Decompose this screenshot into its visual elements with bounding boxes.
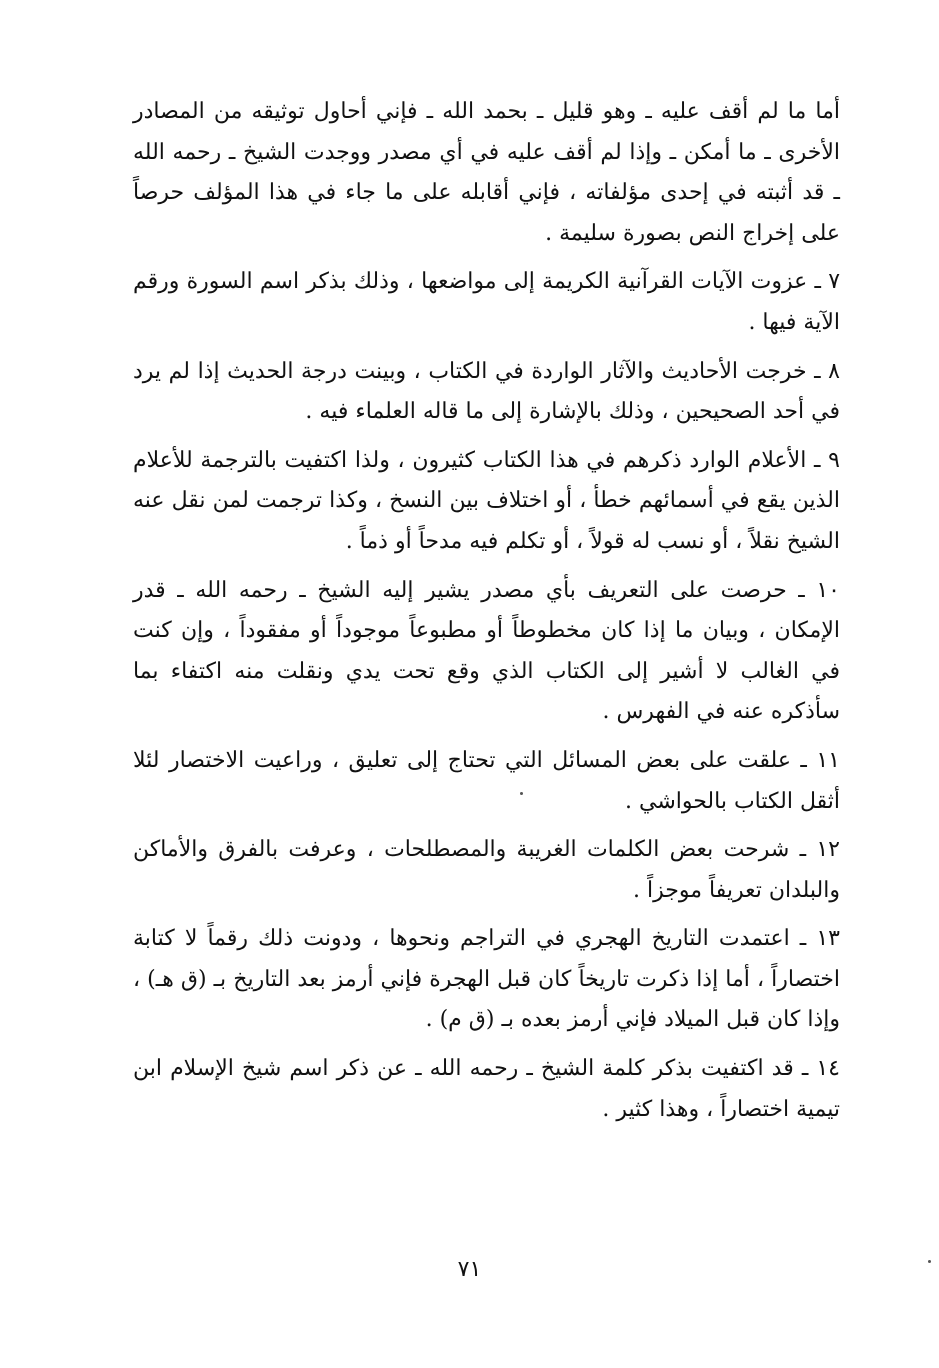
scan-speck xyxy=(520,792,523,795)
paragraph-item-7: ٧ ـ عزوت الآيات القرآنية الكريمة إلى مواضعها ، وذلك بذكر اسم السورة ورقم الآية فيها . xyxy=(133,269,841,335)
scan-speck xyxy=(928,1260,931,1263)
paragraph-item-10: ١٠ ـ حرصت على التعريف بأي مصدر يشير إليه الشيخ ـ رحمه الله ـ قدر الإمكان ، وبيان ما إذا كان مخطوطاً أو مطبوعاً موجوداً أو مفقوداً ، وإن كنت في الغالب لا أشير إلى الكتاب الذي وقع تحت يدي ونقلت منه اكتفاء بما سأذكره عنه في الفهرس . xyxy=(133,577,840,725)
paragraph-item-13: ١٣ ـ اعتمدت التاريخ الهجري في التراجم ونحوها ، ودونت ذلك رقماً لا كتابة اختصاراً ، أما إذا ذكرت تاريخاً كان قبل الهجرة فإني أرمز بعد التاريخ بـ (ق هـ) ، وإذا كان قبل الميلاد فإني أرمز بعده بـ (ق م) . xyxy=(133,926,840,1033)
page-number: ٧١ xyxy=(457,1257,482,1282)
paragraph-item-12: ١٢ ـ شرحت بعض الكلمات الغريبة والمصطلحات ، وعرفت بالفرق والأماكن والبلدان تعريفاً موجزاً . xyxy=(133,837,840,903)
body-text xyxy=(133,92,840,1138)
paragraph-item-11: ١١ ـ علقت على بعض المسائل التي تحتاج إلى تعليق ، وراعيت الاختصار لئلا أثقل الكتاب بالحواشي . xyxy=(133,747,840,814)
paragraph-item-9: ٩ ـ الأعلام الوارد ذكرهم في هذا الكتاب كثيرون ، ولذا اكتفيت بالترجمة للأعلام الذين يقع في أسمائهم خطأ ، أو اختلاف بين النسخ ، وكذا ترجمت لمن نقل عنه الشيخ نقلاً ، أو نسب له قولاً ، أو تكلم فيه مدحاً أو ذماً . xyxy=(133,447,840,554)
paragraph-continuation: أما ما لم أقف عليه ـ وهو قليل ـ بحمد الله ـ فإني أحاول توثيقه من المصادر الأخرى ـ ما أمكن ـ وإذا لم أقف عليه في أي مصدر ووجدت الشيخ ـ رحمه الله ـ قد أثبته في إحدى مؤلفاته ، فإني أقابله على ما جاء في هذا المؤلف حرصاً على إخراج النص بصورة سليمة . xyxy=(133,99,840,246)
paragraph-item-8: ٨ ـ خرجت الأحاديث والآثار الواردة في الكتاب ، وبينت درجة الحديث إذا لم يرد في أحد الصحيحين ، وذلك بالإشارة إلى ما قاله العلماء فيه . xyxy=(133,358,840,425)
paragraph-item-14: ١٤ ـ قد اكتفيت بذكر كلمة الشيخ ـ رحمه الله ـ عن ذكر اسم شيخ الإسلام ابن تيمية اختصاراً ، وهذا كثير . xyxy=(133,1056,840,1122)
